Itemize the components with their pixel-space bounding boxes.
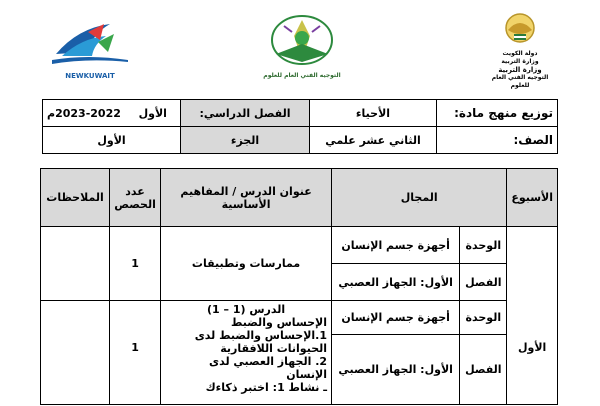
header-periods: عدد الحصص xyxy=(110,169,161,227)
grade-label: الصف: xyxy=(437,127,558,154)
semester-value: الأول xyxy=(138,106,167,120)
ministry-line-4: التوجيه الفني العام للعلوم xyxy=(491,74,549,89)
header-lesson: عنوان الدرس / المفاهيم الأساسية xyxy=(161,169,332,227)
part-label: الجزء xyxy=(181,127,310,154)
ministry-logo xyxy=(486,12,554,89)
unit-value: أجهزة جسم الإنسان xyxy=(332,227,460,264)
year-value: 2022-2023م xyxy=(47,106,121,120)
periods-cell: 1 xyxy=(110,227,161,301)
unit-label: الوحدة xyxy=(460,301,507,335)
periods-cell: 1 xyxy=(110,301,161,405)
subject-value: الأحياء xyxy=(310,100,437,127)
ministry-line-3: وزارة التربية xyxy=(498,66,542,74)
science-guidance-logo-text: التوجيه الفني العام للعلوم xyxy=(263,72,341,79)
notes-cell xyxy=(41,227,110,301)
table-header-row xyxy=(41,169,558,227)
chapter-value: الأول: الجهاز العصبي xyxy=(332,335,460,405)
unit-label: الوحدة xyxy=(460,227,507,264)
new-kuwait-logo xyxy=(48,18,132,80)
header-notes: الملاحظات xyxy=(41,169,110,227)
lesson-cell: ممارسات وتطبيقات xyxy=(161,227,332,301)
lesson-cell xyxy=(161,301,332,405)
notes-cell xyxy=(41,301,110,405)
subject-label: توزيع منهج مادة: xyxy=(437,100,558,127)
grade-value: الثاني عشر علمي xyxy=(310,127,437,154)
unit-value: أجهزة جسم الإنسان xyxy=(332,301,460,335)
ministry-line-2: وزارة التربية xyxy=(501,58,539,65)
kuwait-emblem-icon xyxy=(486,12,554,46)
chapter-value: الأول: الجهاز العصبي xyxy=(332,264,460,301)
chapter-label: الفصل xyxy=(460,264,507,301)
lesson-line: 1.الإحساس والضبط لدى الحيوانات اللافقارية xyxy=(194,329,328,355)
header-week: الأسبوع xyxy=(507,169,558,227)
curriculum-info-table xyxy=(42,99,558,154)
lesson-line: الإحساس والضبط xyxy=(230,316,328,329)
semester-label: الفصل الدراسي: xyxy=(181,100,310,127)
lesson-line: 2. الجهاز العصبي لدى الإنسان xyxy=(209,355,328,381)
table-row xyxy=(41,227,558,264)
table-row xyxy=(41,301,558,335)
chapter-label: الفصل xyxy=(460,335,507,405)
header-domain: المجال xyxy=(332,169,507,227)
semester-year-cell xyxy=(43,100,181,127)
week-value: الأول xyxy=(517,341,547,354)
science-emblem-icon xyxy=(262,14,342,68)
new-kuwait-logo-text: NEWKUWAIT xyxy=(65,72,115,80)
distribution-table xyxy=(40,168,558,405)
part-value: الأول xyxy=(43,127,181,154)
ministry-line-1: دولة الكويت xyxy=(502,50,538,57)
lesson-line: الدرس (1 – 1) xyxy=(206,303,286,316)
lesson-line: ـ نشاط 1: اختبر ذكاءك xyxy=(205,381,328,394)
science-guidance-logo xyxy=(262,14,342,80)
week-cell xyxy=(507,227,558,405)
new-kuwait-emblem-icon xyxy=(48,18,132,68)
